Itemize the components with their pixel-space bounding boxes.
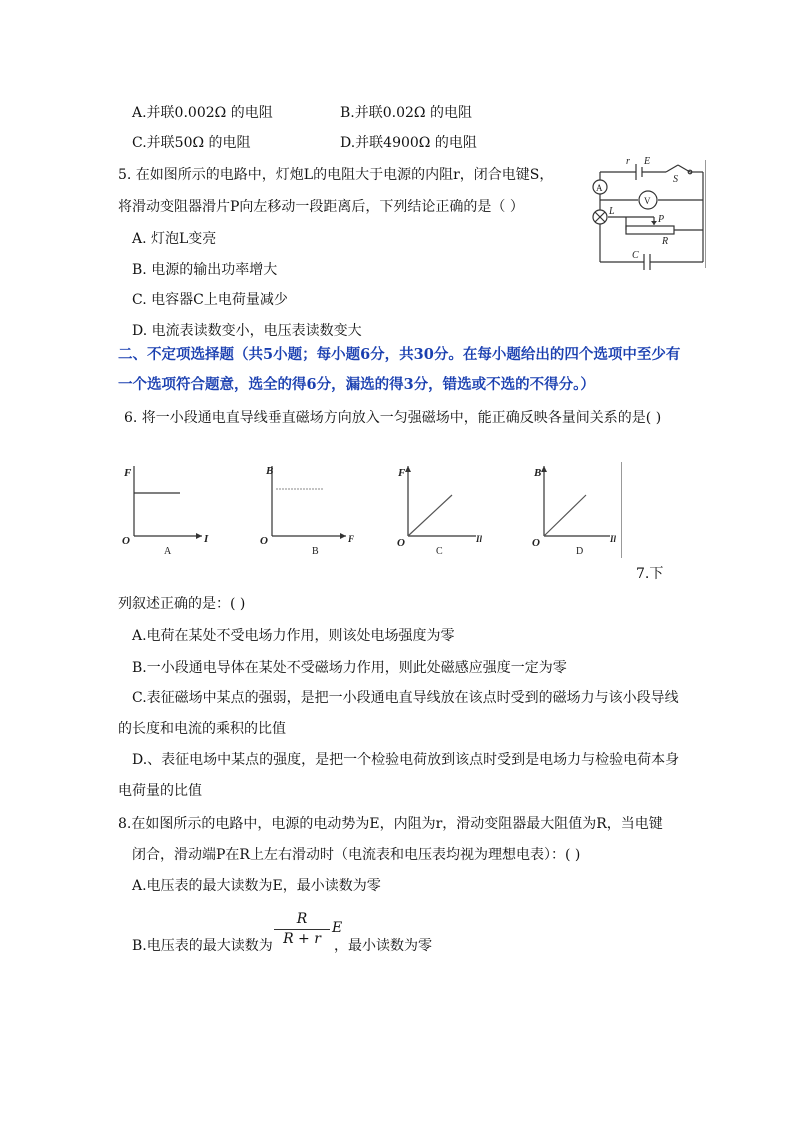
graph-b-origin: O	[260, 535, 268, 547]
circuit-label-voltmeter: V	[644, 196, 651, 206]
q4-option-a: A.并联0.002Ω 的电阻	[132, 105, 273, 121]
circuit-label-c: C	[632, 250, 639, 261]
graph-b-caption: B	[312, 546, 319, 557]
graph-c-caption: C	[436, 546, 443, 557]
q5-option-a: A. 灯泡L变亮	[132, 231, 217, 247]
graph-a-caption: A	[164, 546, 172, 557]
q4-option-c: C.并联50Ω 的电阻	[132, 135, 251, 151]
q8-option-b-prefix: B.电压表的最大读数为	[132, 938, 273, 954]
graph-a	[120, 458, 220, 558]
q5-option-d: D. 电流表读数变小，电压表读数变大	[132, 323, 362, 339]
section2-heading-line1: 二、不定项选择题（共5小题；每小题6分，共30分。在每小题给出的四个选项中至少有	[118, 346, 681, 363]
q7-number: 7.下	[636, 566, 664, 582]
graph-d-x-label: Il	[610, 534, 617, 544]
q7-option-b: B.一小段通电导体在某处不受磁场力作用，则此处磁感应强度一定为零	[132, 660, 567, 676]
q8-option-b-e: E	[332, 920, 343, 936]
q6-figure-border	[621, 462, 622, 558]
q4-option-d: D.并联4900Ω 的电阻	[340, 135, 477, 151]
circuit-label-e: E	[644, 156, 651, 167]
q7-option-d: D.、表征电场中某点的强度，是把一个检验电荷放到该点时受到是电场力与检验电荷本身	[132, 752, 680, 768]
graph-a-origin: O	[122, 535, 130, 547]
q6-stem: 6. 将一小段通电直导线垂直磁场方向放入一匀强磁场中，能正确反映各量间关系的是( )	[124, 410, 662, 426]
graph-c	[392, 458, 492, 558]
q7-option-a: A.电荷在某处不受电场力作用，则该处电场强度为零	[132, 628, 455, 644]
fraction-denominator: R + r	[283, 931, 321, 947]
circuit-label-p: P	[658, 214, 665, 225]
q8-option-b-fraction	[274, 910, 330, 948]
q8-option-b-suffix: ，最小读数为零	[334, 938, 432, 954]
graph-d-origin: O	[532, 537, 540, 549]
q5-stem-line2: 将滑动变阻器滑片P向左移动一段距离后，下列结论正确的是（ ）	[118, 199, 524, 215]
graph-d	[530, 458, 630, 558]
q7-option-c: C.表征磁场中某点的强弱，是把一小段通电直导线放在该点时受到的磁场力与该小段导线	[132, 690, 679, 706]
circuit-label-s: S	[673, 174, 678, 185]
circuit-label-ammeter: A	[596, 183, 603, 193]
q5-figure-border	[705, 160, 706, 268]
q5-stem-line1: 5. 在如图所示的电路中，灯炮L的电阻大于电源的内阻r，闭合电键S，	[118, 167, 554, 183]
graph-c-origin: O	[397, 537, 405, 549]
graph-a-x-label: I	[204, 533, 209, 545]
q5-option-b: B. 电源的输出功率增大	[132, 262, 278, 278]
graph-c-y-label: F	[398, 467, 406, 479]
graph-d-caption: D	[576, 546, 584, 557]
graph-a-y-label: F	[124, 467, 132, 479]
circuit-label-r-big: R	[662, 236, 669, 247]
graph-b-y-label: B	[266, 465, 274, 477]
graph-b	[258, 458, 358, 558]
graph-b-x-label: F	[348, 534, 355, 544]
q7-option-d-cont: 电荷量的比值	[118, 783, 202, 799]
circuit-label-r: r	[626, 156, 630, 167]
graph-c-x-label: Il	[476, 534, 483, 544]
q7-option-c-cont: 的长度和电流的乘积的比值	[118, 721, 286, 737]
section2-heading-line2: 一个选项符合题意，选全的得6分，漏选的得3分，错选或不选的不得分。）	[118, 376, 595, 393]
graph-d-y-label: B	[534, 467, 542, 479]
q4-option-b: B.并联0.02Ω 的电阻	[340, 105, 472, 121]
q5-circuit-diagram	[586, 152, 710, 270]
q8-option-a: A.电压表的最大读数为E，最小读数为零	[132, 878, 381, 894]
q7-stem: 列叙述正确的是：( )	[118, 596, 246, 612]
q8-stem-line1: 8.在如图所示的电路中，电源的电动势为E，内阻为r，滑动变阻器最大阻值为R，当电键	[118, 816, 663, 832]
q8-stem-line2: 闭合，滑动端P在R上左右滑动时（电流表和电压表均视为理想电表）：( )	[132, 847, 581, 863]
fraction-numerator: R	[274, 910, 330, 930]
circuit-label-l: L	[609, 206, 615, 217]
q5-option-c: C. 电容器C上电荷量减少	[132, 292, 288, 308]
